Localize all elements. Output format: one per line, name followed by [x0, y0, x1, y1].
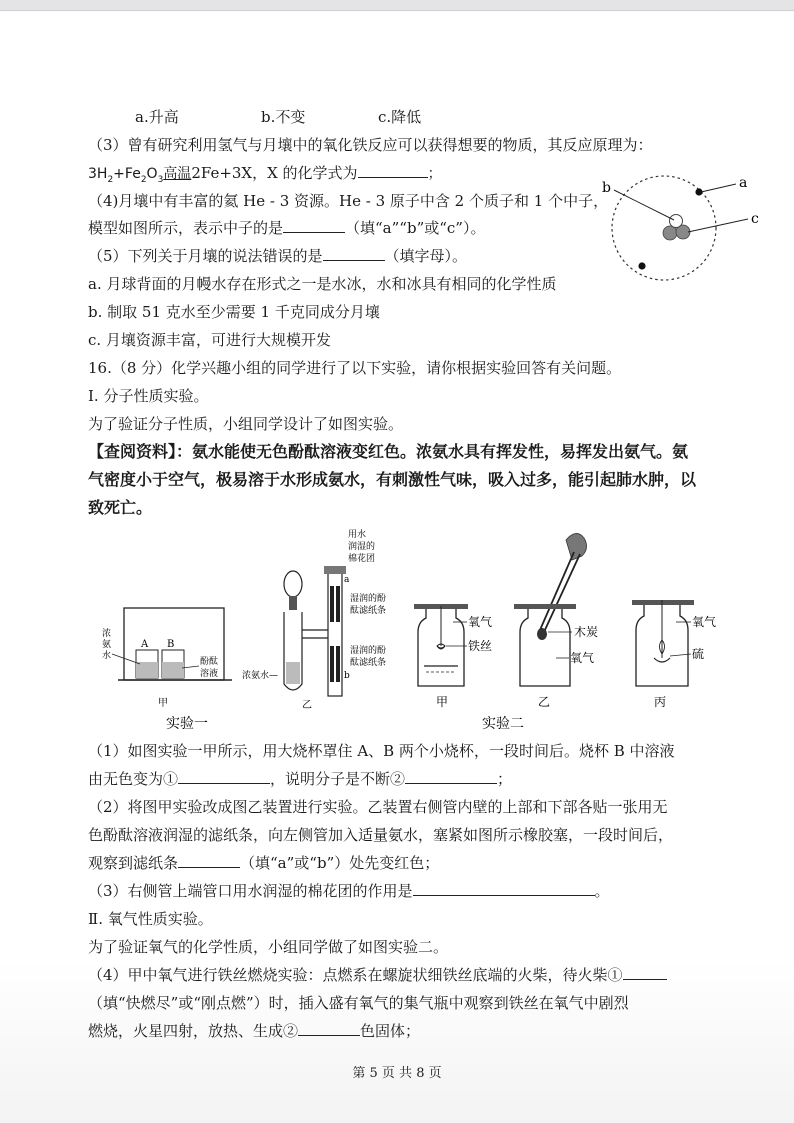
- answer-blank-x[interactable]: [358, 162, 428, 178]
- q16-1-text: ；: [497, 770, 513, 788]
- helium-atom-model: [596, 170, 766, 290]
- label-cotton: 润湿的: [348, 542, 376, 552]
- q15-5-option-c: c. 月壤资源丰富，可进行大规模开发: [88, 331, 331, 349]
- label-ammonia: 浓: [102, 629, 112, 639]
- caption-exp1-jia: 甲: [158, 698, 168, 709]
- tongs: [540, 552, 574, 630]
- label-B: B: [167, 639, 175, 650]
- paper-strip-a: [330, 586, 334, 622]
- exp1-yi-apparatus: [242, 528, 386, 711]
- label-b-strip: b: [344, 671, 350, 681]
- charcoal: [537, 628, 547, 640]
- glass-plate: [514, 604, 576, 609]
- info-line-1: 【查阅资料】：氨水能使无色酚酞溶液变红色。浓氨水具有挥发性，易挥发出氨气。氨: [88, 442, 689, 461]
- q16-1-text: ，说明分子是不断②: [270, 770, 406, 788]
- q15-5-line1: [88, 245, 467, 267]
- q16-1-line1: （1）如图实验一甲所示，用大烧杯罩住 A、B 两个小烧杯，一段时间后。烧杯 B 中溶液: [88, 742, 675, 760]
- eq-part: +Fe: [113, 166, 141, 182]
- paper-strip-a: [336, 586, 340, 622]
- label-paper-bottom: 酞滤纸条: [350, 658, 387, 668]
- paper-strip-b: [330, 646, 334, 682]
- label-oxygen: 氧气: [692, 615, 717, 629]
- eq-part: 2Fe+3X，X 的化学式为: [191, 164, 358, 182]
- info-line-3: 致死亡。: [88, 498, 153, 517]
- exp1-jia-apparatus: [102, 608, 232, 709]
- hand: [566, 533, 587, 560]
- phenolphthalein-liquid: [162, 662, 184, 678]
- q16-3-text: （3）右侧管上端管口用水润湿的棉花团的作用是: [88, 882, 413, 900]
- q16-4-text: 燃烧，火星四射，放热、生成②: [88, 1022, 299, 1040]
- q15-5-text: （5）下列关于月壤的说法错误的是: [88, 247, 323, 265]
- answer-blank-moving[interactable]: [405, 768, 497, 784]
- q16-3-text: 。: [594, 882, 610, 900]
- answer-blank-solid-color[interactable]: [298, 1020, 360, 1036]
- q16-4-text: （4）甲中氧气进行铁丝燃烧实验：点燃系在螺旋状细铁丝底端的火柴，待火柴①: [88, 966, 623, 984]
- label-ammonia: 水: [102, 651, 112, 661]
- label-cotton: 棉花团: [348, 554, 376, 564]
- q16-4-line3: [88, 1020, 420, 1042]
- option-a: a.升高: [135, 108, 179, 126]
- caption-exp1-yi: 乙: [302, 700, 312, 711]
- caption-exp2-yi: 乙: [538, 695, 551, 709]
- q16-3-line1: [88, 880, 610, 902]
- q15-5-option-b: b. 制取 51 克水至少需要 1 千克同成分月壤: [88, 303, 380, 321]
- answer-blank-match[interactable]: [623, 964, 667, 980]
- label-paper-top: 酞滤纸条: [350, 606, 387, 616]
- stopper: [289, 596, 297, 610]
- answer-blank-cotton[interactable]: [413, 880, 595, 896]
- label-oxygen: 氧气: [468, 615, 493, 629]
- label-line-a: [701, 184, 736, 192]
- page-footer: 第 5 页 共 8 页: [352, 1066, 442, 1081]
- q15-5-text: （填字母）。: [384, 247, 468, 265]
- proton-particle: [663, 226, 677, 240]
- q15-5-option-a: a. 月球背面的月幔水存在形式之一是水冰，水和冰具有相同的化学性质: [88, 275, 557, 293]
- experiment-figure: [96, 526, 736, 736]
- cotton-ball: [324, 566, 346, 574]
- q16-2-line1: （2）将图甲实验改成图乙装置进行实验。乙装置右侧管内壁的上部和下部各贴一张用无: [88, 798, 668, 816]
- spoon-cup: [654, 658, 670, 662]
- label-sulfur: 硫: [692, 647, 705, 661]
- q16-2-text: （填“a”或“b”）处先变红色；: [240, 854, 440, 872]
- q16-2-line2: 色酚酞溶液润湿的滤纸条，向左侧管加入适量氨水，塞紧如图所示橡胶塞，一段时间后，: [88, 826, 674, 844]
- label-phenol: 溶液: [200, 669, 219, 679]
- label-b: b: [602, 180, 611, 196]
- q16-4-line2: （填“快燃尽”或“刚点燃”）时，插入盛有氧气的集气瓶中观察到铁丝在氧气中剧烈: [88, 994, 629, 1012]
- q16-4-text: 色固体；: [360, 1022, 421, 1040]
- tongs: [544, 554, 580, 632]
- q16-part2: Ⅱ. 氧气性质实验。: [88, 910, 213, 928]
- glass-plate: [632, 600, 694, 605]
- q16-1-line2: [88, 768, 512, 790]
- caption-exp2-jia: 甲: [436, 695, 449, 709]
- q16-intro1: 为了验证分子性质，小组同学设计了如图实验。: [88, 415, 404, 433]
- q16-part1: Ⅰ. 分子性质实验。: [88, 387, 209, 405]
- exp2-yi-apparatus: [514, 533, 598, 709]
- answer-blank-color[interactable]: [178, 768, 270, 784]
- q15-4-text: 模型如图所示，表示中子的是: [88, 219, 284, 237]
- label-charcoal: 木炭: [574, 625, 599, 639]
- label-A: A: [141, 639, 149, 650]
- q15-3-equation: [88, 162, 442, 191]
- label-line-c: [688, 219, 748, 232]
- info-line-2: 气密度小于空气，极易溶于水形成氨水，有刺激性气味，吸入过多，能引起肺水肿，以: [88, 470, 697, 489]
- q16-intro2: 为了验证氧气的化学性质，小组同学做了如图实验二。: [88, 938, 449, 956]
- label-oxygen: 氧气: [570, 651, 595, 665]
- q16-4-line1: [88, 964, 667, 986]
- paper-strip-b: [336, 646, 340, 682]
- label-a-strip: a: [344, 575, 350, 585]
- caption-exp2-bing: 丙: [654, 695, 667, 709]
- pointer-line: [182, 666, 199, 668]
- q15-4-line1: （4)月壤中有丰富的氦 He - 3 资源。He - 3 原子中含 2 个质子和 1 个中子，: [88, 192, 609, 210]
- answer-blank-neutron[interactable]: [283, 217, 345, 233]
- q16-title: 16.（8 分）化学兴趣小组的同学进行了以下实验，请你根据实验回答有关问题。: [88, 359, 622, 377]
- label-cotton: 用水: [348, 530, 367, 540]
- q16-2-text: 观察到滤纸条: [88, 854, 179, 872]
- answer-blank-q5[interactable]: [323, 245, 385, 261]
- electron-dot: [638, 262, 645, 269]
- label-paper-bottom: 湿润的酚: [350, 646, 387, 656]
- label-ammonia: 氨: [102, 640, 112, 650]
- eq-part: 3H: [88, 166, 108, 182]
- dropper-bulb: [284, 571, 302, 597]
- neutron-particle: [670, 215, 683, 228]
- q15-4-text: （填“a”“b”或“c”）。: [345, 219, 486, 237]
- eq-sub: 3: [157, 174, 164, 185]
- q16-1-text: 由无色变为①: [88, 770, 179, 788]
- label-line-b: [614, 190, 674, 220]
- label-paper-top: 湿润的酚: [350, 594, 387, 604]
- ammonia-in-tube: [286, 662, 300, 684]
- answer-blank-strip[interactable]: [178, 852, 240, 868]
- eq-condition: 高温: [163, 166, 192, 182]
- label-ammonia-yi: 浓氨水—: [242, 671, 279, 681]
- q15-3-line1: （3）曾有研究利用氢气与月壤中的氧化铁反应可以获得想要的物质，其反应原理为：: [88, 136, 653, 154]
- label-a: a: [739, 175, 748, 191]
- q15-4-line2: [88, 217, 485, 239]
- option-b: b.不变: [261, 108, 306, 126]
- label-iron-wire: 铁丝: [468, 639, 493, 653]
- eq-part: ；: [427, 166, 442, 182]
- eq-sub: 2: [107, 174, 114, 185]
- eq-part: O: [146, 166, 158, 182]
- eq-sub: 2: [140, 174, 147, 185]
- caption-exp2: 实验二: [482, 716, 524, 732]
- exp2-jia-apparatus: [414, 604, 492, 709]
- label-phenol: 酚酞: [200, 657, 219, 667]
- ammonia-liquid: [136, 662, 158, 678]
- caption-exp1: 实验一: [166, 716, 208, 732]
- option-c: c.降低: [378, 108, 422, 126]
- q16-2-line3: [88, 852, 439, 874]
- exp2-bing-apparatus: [632, 600, 716, 709]
- label-c: c: [751, 211, 759, 227]
